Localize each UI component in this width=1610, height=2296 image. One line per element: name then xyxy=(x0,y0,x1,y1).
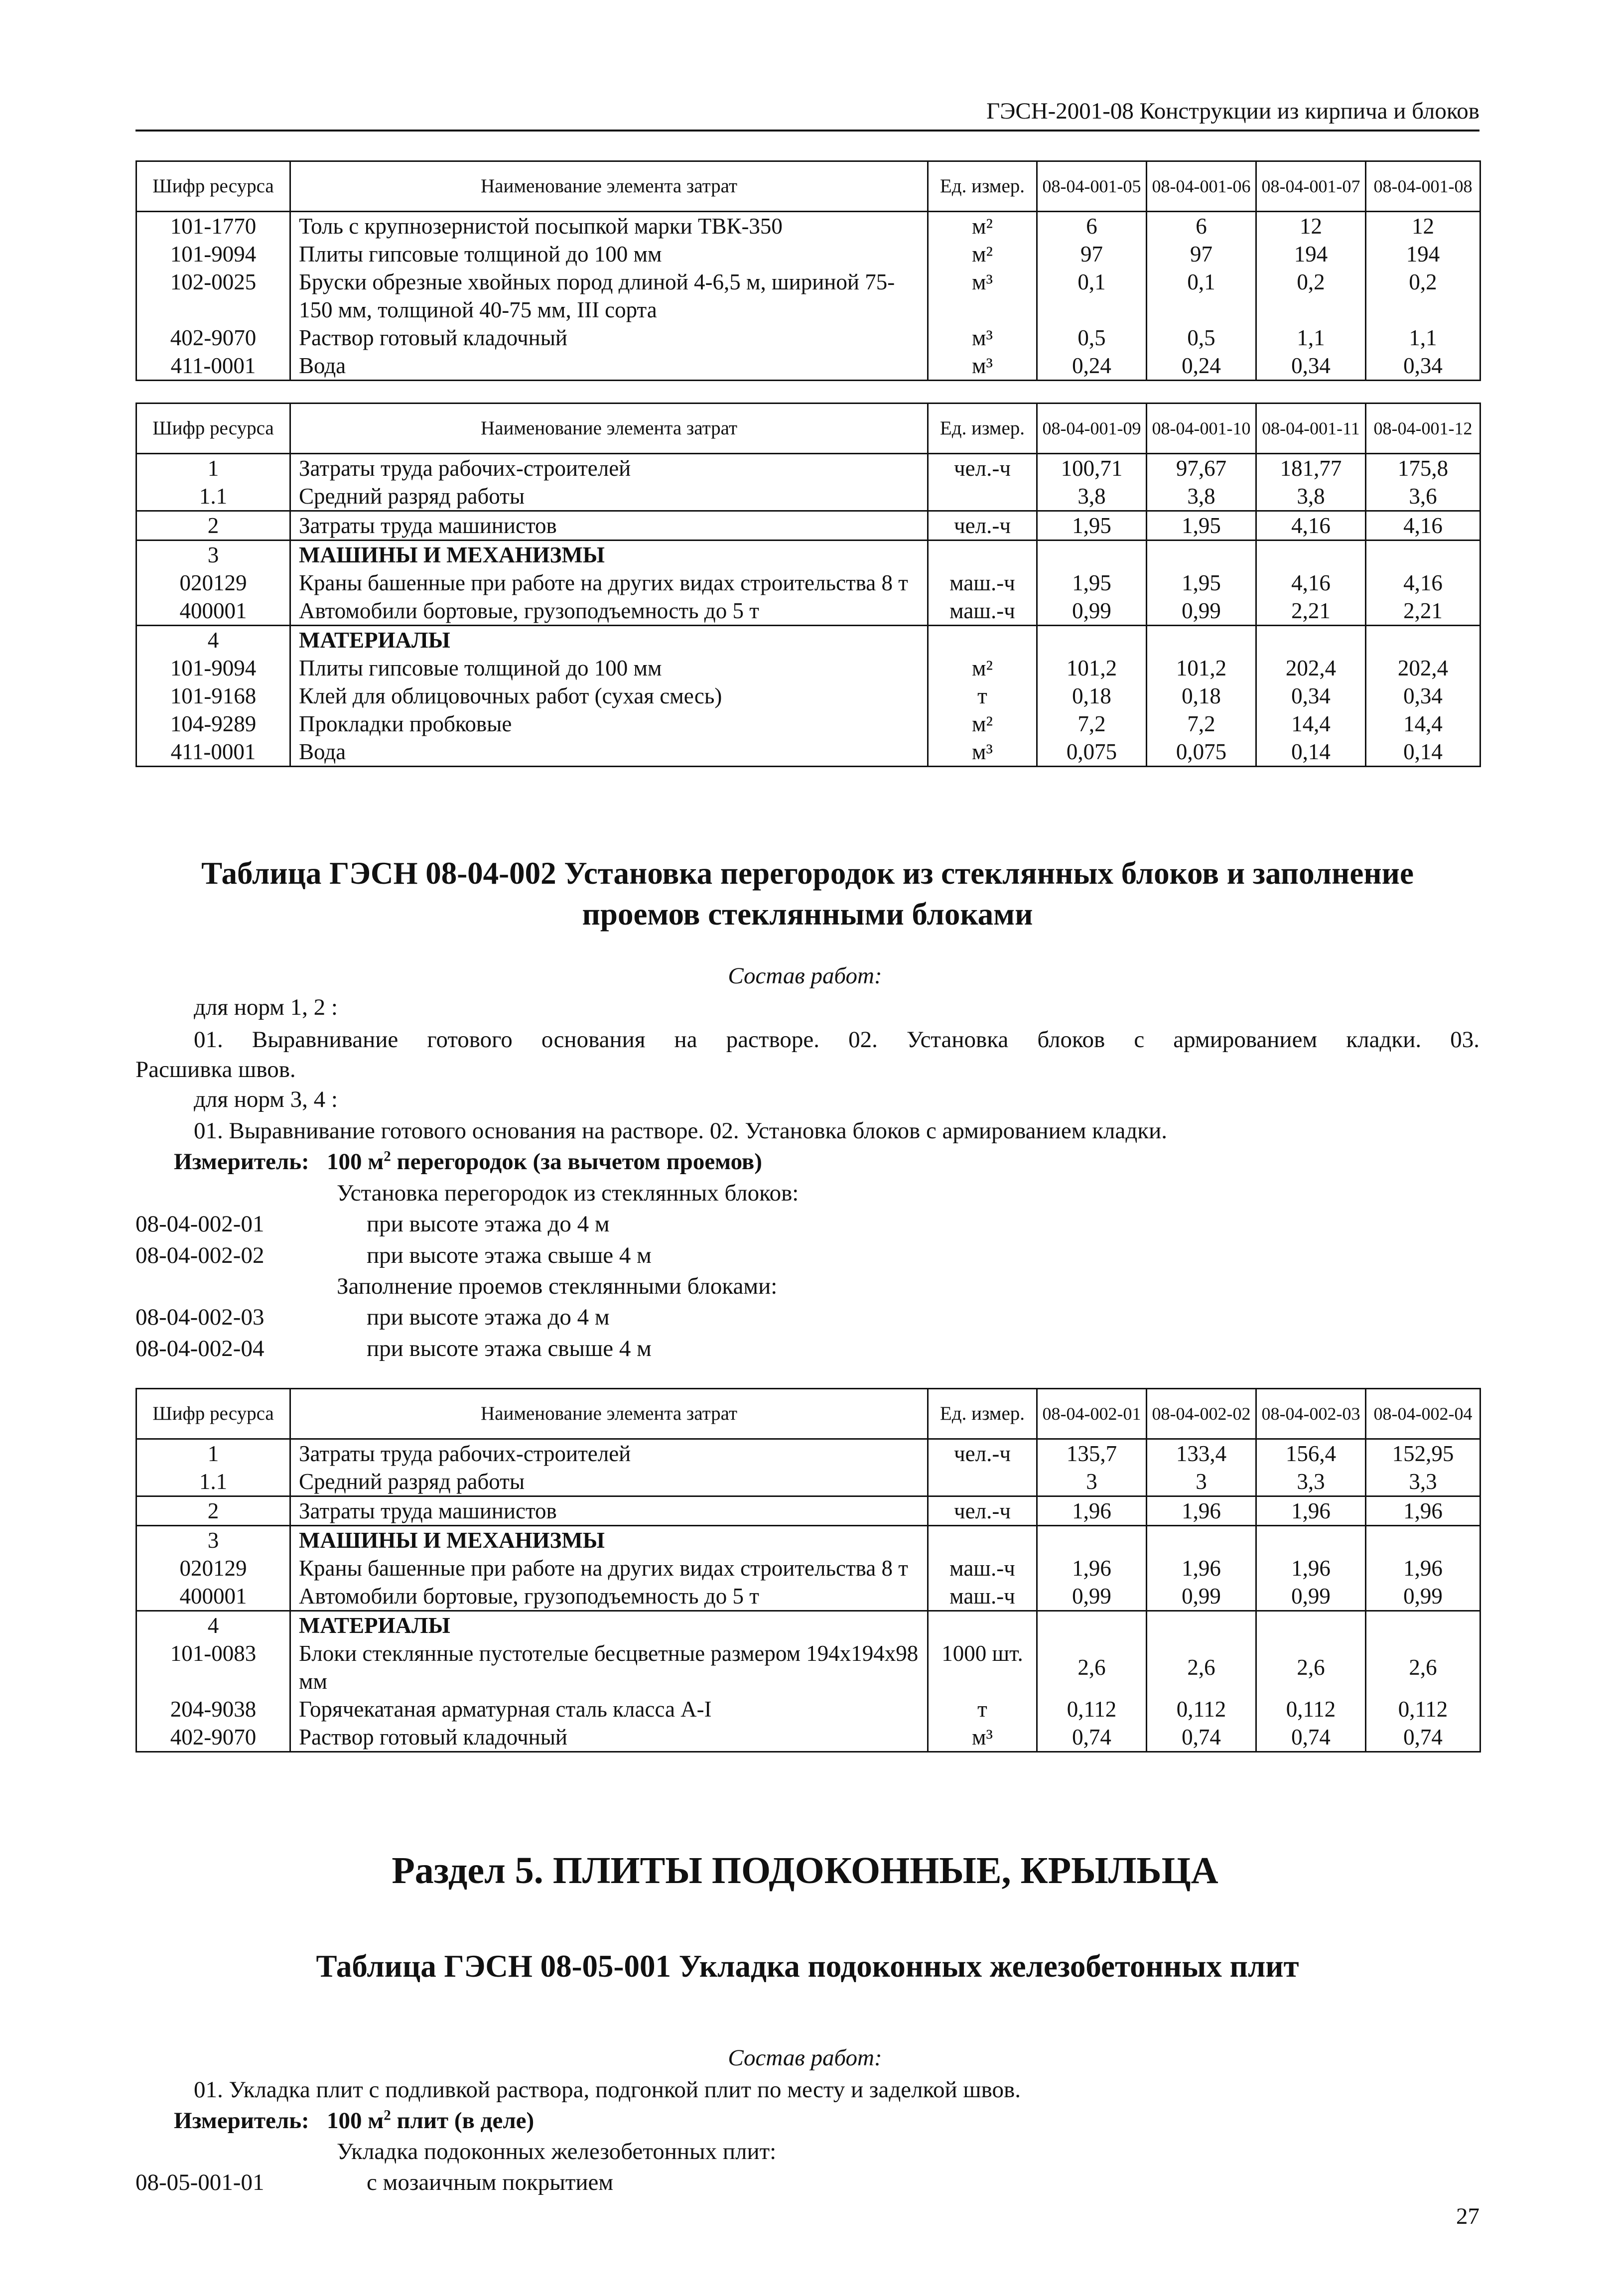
cell-value: 0,99 xyxy=(1366,1582,1480,1611)
cell-value: 0,24 xyxy=(1147,352,1256,381)
cell-code: 400001 xyxy=(136,1582,290,1611)
cell-value: 0,74 xyxy=(1037,1723,1147,1752)
cell-code: 102-0025 xyxy=(136,268,290,324)
cell-value: 3,8 xyxy=(1256,482,1366,511)
norm-code: 08-04-002-02 xyxy=(135,1242,265,1268)
cell-value: 0,112 xyxy=(1037,1695,1147,1723)
table-row xyxy=(136,1554,1480,1582)
measure-value: 100 $м^2$ перегородок (за вычетом проемов) xyxy=(326,1148,762,1175)
norm-code: 08-05-001-01 xyxy=(135,2169,265,2195)
cell-value: 1,96 xyxy=(1256,1496,1366,1526)
cell-unit: чел.-ч xyxy=(928,454,1037,483)
cell-value xyxy=(1256,1526,1366,1555)
cell-code: 402-9070 xyxy=(136,1723,290,1752)
norm-text: при высоте этажа свыше 4 м xyxy=(367,1336,652,1361)
cell-unit: маш.-ч xyxy=(928,1582,1037,1611)
header-norm: 08-04-001-09 xyxy=(1037,404,1147,454)
cell-value: 2,6 xyxy=(1256,1639,1366,1695)
header-norm: 08-04-001-10 xyxy=(1147,404,1256,454)
cell-value: 175,8 xyxy=(1366,454,1480,483)
works-text: Расшивка швов. xyxy=(135,1057,296,1082)
cell-unit xyxy=(928,540,1037,569)
table-row xyxy=(136,1468,1480,1496)
cell-name: Горячекатаная арматурная сталь класса А-I xyxy=(290,1695,928,1723)
cell-value: 3 xyxy=(1147,1468,1256,1496)
cell-value: 1,96 xyxy=(1366,1554,1480,1582)
cell-unit: маш.-ч xyxy=(928,597,1037,626)
cell-value: 0,1 xyxy=(1037,268,1147,324)
work-composition-label: Состав работ: xyxy=(728,963,882,989)
cell-name: Раствор готовый кладочный xyxy=(290,324,928,352)
cell-value: 1,96 xyxy=(1366,1496,1480,1526)
table-row xyxy=(136,1526,1480,1555)
cell-value xyxy=(1147,626,1256,655)
cell-value: 4,16 xyxy=(1366,511,1480,540)
cell-value: 202,4 xyxy=(1366,654,1480,682)
cell-value: 0,24 xyxy=(1037,352,1147,381)
cell-value: 6 xyxy=(1037,212,1147,241)
table-row xyxy=(136,1723,1480,1752)
header-unit: Ед. измер. xyxy=(928,161,1037,212)
cell-value: 7,2 xyxy=(1147,710,1256,738)
cell-name: МАШИНЫ И МЕХАНИЗМЫ xyxy=(290,540,928,569)
cell-code: 020129 xyxy=(136,1554,290,1582)
cell-value: 2,6 xyxy=(1147,1639,1256,1695)
cell-unit: т xyxy=(928,682,1037,710)
cell-value xyxy=(1037,626,1147,655)
cell-value xyxy=(1147,1526,1256,1555)
cell-value: 3 xyxy=(1037,1468,1147,1496)
cell-name: Средний разряд работы xyxy=(290,1468,928,1496)
header-norm: 08-04-001-12 xyxy=(1366,404,1480,454)
cell-value xyxy=(1147,540,1256,569)
table-row xyxy=(136,511,1480,540)
cell-code: 101-1770 xyxy=(136,212,290,241)
norm-text: при высоте этажа свыше 4 м xyxy=(367,1242,652,1268)
cell-value xyxy=(1037,540,1147,569)
cell-unit: м³ xyxy=(928,268,1037,324)
cell-name: Блоки стеклянные пустотелые бесцветные размером 194x194x98 мм xyxy=(290,1639,928,1695)
cell-code: 101-9168 xyxy=(136,682,290,710)
cell-value: 135,7 xyxy=(1037,1439,1147,1468)
cell-name: Толь с крупнозернистой посыпкой марки ТВК-350 xyxy=(290,212,928,241)
cell-value: 1,1 xyxy=(1256,324,1366,352)
resource-table-08-04-001-05-08 xyxy=(135,160,1481,381)
cell-unit: м³ xyxy=(928,1723,1037,1752)
table-row xyxy=(136,682,1480,710)
works-text: 01. Укладка плит с подливкой раствора, подгонкой плит по месту и заделкой швов. xyxy=(194,2077,1021,2103)
norms-label: для норм 1, 2 : xyxy=(194,994,338,1020)
header-norm: 08-04-002-02 xyxy=(1147,1389,1256,1439)
table-title-08-04-002 xyxy=(135,853,1479,935)
table-title-08-05-001: Таблица ГЭСН 08-05-001 Укладка подоконных железобетонных плит xyxy=(316,1949,1299,1984)
cell-value: 3,3 xyxy=(1256,1468,1366,1496)
cell-value: 3,6 xyxy=(1366,482,1480,511)
cell-value xyxy=(1366,540,1480,569)
cell-value: 1,96 xyxy=(1147,1496,1256,1526)
cell-value: 2,21 xyxy=(1366,597,1480,626)
cell-code: 1 xyxy=(136,454,290,483)
table-row xyxy=(136,626,1480,655)
cell-name: Плиты гипсовые толщиной до 100 мм xyxy=(290,654,928,682)
table-row xyxy=(136,1582,1480,1611)
cell-name: Автомобили бортовые, грузоподъемность до 5 т xyxy=(290,1582,928,1611)
norm-group-label: Установка перегородок из стеклянных блоков: xyxy=(337,1180,799,1206)
cell-code: 1.1 xyxy=(136,482,290,511)
cell-unit xyxy=(928,1526,1037,1555)
cell-value xyxy=(1037,1526,1147,1555)
cell-name: Затраты труда машинистов xyxy=(290,1496,928,1526)
cell-value: 1,95 xyxy=(1147,569,1256,597)
cell-unit: маш.-ч xyxy=(928,569,1037,597)
cell-value: 0,99 xyxy=(1147,1582,1256,1611)
header-norm: 08-04-001-07 xyxy=(1256,161,1366,212)
cell-value: 2,21 xyxy=(1256,597,1366,626)
cell-value: 101,2 xyxy=(1037,654,1147,682)
cell-unit: 1000 шт. xyxy=(928,1639,1037,1695)
norms-label: для норм 3, 4 : xyxy=(194,1086,338,1112)
cell-code: 204-9038 xyxy=(136,1695,290,1723)
cell-value xyxy=(1037,1611,1147,1640)
norm-code: 08-04-002-03 xyxy=(135,1304,265,1330)
header-unit: Ед. измер. xyxy=(928,1389,1037,1439)
cell-unit: м² xyxy=(928,710,1037,738)
cell-value xyxy=(1147,1611,1256,1640)
cell-code: 020129 xyxy=(136,569,290,597)
table-row xyxy=(136,710,1480,738)
cell-value: 0,34 xyxy=(1256,352,1366,381)
table-row xyxy=(136,1695,1480,1723)
cell-name: МАШИНЫ И МЕХАНИЗМЫ xyxy=(290,1526,928,1555)
norm-group-label: Укладка подоконных железобетонных плит: xyxy=(337,2139,777,2164)
cell-value: 0,075 xyxy=(1037,738,1147,767)
norm-text: с мозаичным покрытием xyxy=(367,2169,614,2195)
cell-value xyxy=(1256,1611,1366,1640)
running-header: ГЭСН-2001-08 Конструкции из кирпича и блоков xyxy=(986,98,1479,124)
works-text: 01. Выравнивание готового основания на растворе. 02. Установка блоков с армированием кладки. 03. xyxy=(194,1027,1479,1053)
header-code: Шифр ресурса xyxy=(136,161,290,212)
cell-value: 0,1 xyxy=(1147,268,1256,324)
cell-name: Бруски обрезные хвойных пород длиной 4-6,5 м, шириной 75-150 мм, толщиной 40-75 мм, III сорта xyxy=(290,268,928,324)
norm-text: при высоте этажа до 4 м xyxy=(367,1211,610,1237)
cell-value: 97,67 xyxy=(1147,454,1256,483)
cell-value: 0,075 xyxy=(1147,738,1256,767)
cell-unit: т xyxy=(928,1695,1037,1723)
cell-name: Затраты труда машинистов xyxy=(290,511,928,540)
header-norm: 08-04-002-03 xyxy=(1256,1389,1366,1439)
cell-value: 1,96 xyxy=(1256,1554,1366,1582)
cell-value: 4,16 xyxy=(1256,511,1366,540)
norm-text: при высоте этажа до 4 м xyxy=(367,1304,610,1330)
cell-value xyxy=(1366,1526,1480,1555)
cell-value: 101,2 xyxy=(1147,654,1256,682)
page-number: 27 xyxy=(1456,2203,1479,2229)
cell-value: 181,77 xyxy=(1256,454,1366,483)
cell-value xyxy=(1366,1611,1480,1640)
cell-value: 12 xyxy=(1256,212,1366,241)
cell-unit: м³ xyxy=(928,324,1037,352)
cell-name: Затраты труда рабочих-строителей xyxy=(290,1439,928,1468)
cell-code: 1 xyxy=(136,1439,290,1468)
cell-code: 1.1 xyxy=(136,1468,290,1496)
cell-code: 3 xyxy=(136,1526,290,1555)
cell-unit: м³ xyxy=(928,352,1037,381)
cell-unit: м² xyxy=(928,240,1037,268)
cell-value: 0,99 xyxy=(1037,1582,1147,1611)
header-norm: 08-04-001-05 xyxy=(1037,161,1147,212)
cell-value xyxy=(1256,540,1366,569)
cell-name: Средний разряд работы xyxy=(290,482,928,511)
cell-value: 6 xyxy=(1147,212,1256,241)
cell-unit xyxy=(928,1611,1037,1640)
header-name: Наименование элемента затрат xyxy=(290,404,928,454)
cell-value: 0,74 xyxy=(1256,1723,1366,1752)
cell-unit: чел.-ч xyxy=(928,1496,1037,1526)
cell-value: 0,112 xyxy=(1366,1695,1480,1723)
header-norm: 08-04-002-04 xyxy=(1366,1389,1480,1439)
cell-value: 1,96 xyxy=(1037,1496,1147,1526)
cell-value: 194 xyxy=(1256,240,1366,268)
table-row xyxy=(136,738,1480,767)
cell-value: 0,2 xyxy=(1256,268,1366,324)
table-row xyxy=(136,1639,1480,1695)
work-composition-label: Состав работ: xyxy=(728,2045,882,2071)
cell-unit: чел.-ч xyxy=(928,1439,1037,1468)
cell-value xyxy=(1256,626,1366,655)
cell-value xyxy=(1366,626,1480,655)
cell-value: 100,71 xyxy=(1037,454,1147,483)
header-norm: 08-04-001-11 xyxy=(1256,404,1366,454)
title-line: Таблица ГЭСН 08-04-002 Установка перегородок из стеклянных блоков и заполнение xyxy=(201,856,1414,891)
cell-value: 0,99 xyxy=(1037,597,1147,626)
cell-code: 4 xyxy=(136,1611,290,1640)
cell-value: 0,34 xyxy=(1256,682,1366,710)
works-text: 01. Выравнивание готового основания на растворе. 02. Установка блоков с армированием кладки. xyxy=(194,1118,1167,1144)
cell-code: 402-9070 xyxy=(136,324,290,352)
cell-name: Затраты труда рабочих-строителей xyxy=(290,454,928,483)
cell-code: 4 xyxy=(136,626,290,655)
title-line: проемов стеклянными блоками xyxy=(582,897,1033,932)
table-row xyxy=(136,654,1480,682)
cell-code: 2 xyxy=(136,511,290,540)
cell-value: 0,14 xyxy=(1366,738,1480,767)
cell-unit: м³ xyxy=(928,738,1037,767)
cell-code: 400001 xyxy=(136,597,290,626)
cell-value: 0,18 xyxy=(1037,682,1147,710)
norm-code: 08-04-002-01 xyxy=(135,1211,265,1237)
cell-unit: маш.-ч xyxy=(928,1554,1037,1582)
cell-code: 101-9094 xyxy=(136,240,290,268)
norm-group-label: Заполнение проемов стеклянными блоками: xyxy=(337,1273,778,1299)
cell-value: 3,8 xyxy=(1037,482,1147,511)
cell-value: 14,4 xyxy=(1256,710,1366,738)
table-row xyxy=(136,540,1480,569)
cell-value: 0,34 xyxy=(1366,682,1480,710)
table-row xyxy=(136,240,1480,268)
cell-name: Автомобили бортовые, грузоподъемность до 5 т xyxy=(290,597,928,626)
cell-code: 411-0001 xyxy=(136,352,290,381)
measure-label: Измеритель: xyxy=(174,2108,309,2134)
table-row xyxy=(136,482,1480,511)
cell-value: 152,95 xyxy=(1366,1439,1480,1468)
table-row xyxy=(136,268,1480,324)
cell-value: 3,3 xyxy=(1366,1468,1480,1496)
cell-value: 4,16 xyxy=(1256,569,1366,597)
table-row xyxy=(136,1496,1480,1526)
cell-unit xyxy=(928,482,1037,511)
cell-value: 1,95 xyxy=(1037,511,1147,540)
measure-label: Измеритель: xyxy=(174,1149,309,1175)
cell-name: Вода xyxy=(290,738,928,767)
cell-value: 97 xyxy=(1037,240,1147,268)
cell-name: МАТЕРИАЛЫ xyxy=(290,626,928,655)
cell-value: 0,74 xyxy=(1366,1723,1480,1752)
cell-name: Раствор готовый кладочный xyxy=(290,1723,928,1752)
cell-code: 101-9094 xyxy=(136,654,290,682)
table-row xyxy=(136,597,1480,626)
header-code: Шифр ресурса xyxy=(136,404,290,454)
cell-value: 1,95 xyxy=(1037,569,1147,597)
table-row xyxy=(136,352,1480,381)
cell-value: 7,2 xyxy=(1037,710,1147,738)
cell-code: 411-0001 xyxy=(136,738,290,767)
table-row xyxy=(136,212,1480,241)
header-rule xyxy=(135,130,1479,132)
cell-unit xyxy=(928,1468,1037,1496)
cell-name: Краны башенные при работе на других видах строительства 8 т xyxy=(290,569,928,597)
cell-value: 0,14 xyxy=(1256,738,1366,767)
table-row xyxy=(136,569,1480,597)
section-5-title: Раздел 5. ПЛИТЫ ПОДОКОННЫЕ, КРЫЛЬЦА xyxy=(392,1850,1218,1891)
header-unit: Ед. измер. xyxy=(928,404,1037,454)
cell-value: 2,6 xyxy=(1366,1639,1480,1695)
header-name: Наименование элемента затрат xyxy=(290,1389,928,1439)
cell-unit: м² xyxy=(928,212,1037,241)
cell-name: Вода xyxy=(290,352,928,381)
table-row xyxy=(136,1439,1480,1468)
table-row xyxy=(136,1611,1480,1640)
cell-value: 0,18 xyxy=(1147,682,1256,710)
cell-unit: чел.-ч xyxy=(928,511,1037,540)
header-norm: 08-04-001-06 xyxy=(1147,161,1256,212)
table-row xyxy=(136,454,1480,483)
cell-value: 0,5 xyxy=(1037,324,1147,352)
cell-value: 14,4 xyxy=(1366,710,1480,738)
cell-value: 1,96 xyxy=(1147,1554,1256,1582)
measure-line xyxy=(174,2107,534,2134)
cell-value: 0,112 xyxy=(1256,1695,1366,1723)
header-name: Наименование элемента затрат xyxy=(290,161,928,212)
header-code: Шифр ресурса xyxy=(136,1389,290,1439)
norm-code: 08-04-002-04 xyxy=(135,1336,265,1361)
cell-value: 0,74 xyxy=(1147,1723,1256,1752)
resource-table-08-04-002 xyxy=(135,1388,1481,1753)
cell-name: Краны башенные при работе на других видах строительства 8 т xyxy=(290,1554,928,1582)
cell-value: 1,95 xyxy=(1147,511,1256,540)
cell-value: 156,4 xyxy=(1256,1439,1366,1468)
cell-value: 202,4 xyxy=(1256,654,1366,682)
cell-value: 0,2 xyxy=(1366,268,1480,324)
cell-value: 0,99 xyxy=(1256,1582,1366,1611)
cell-name: Прокладки пробковые xyxy=(290,710,928,738)
resource-table-08-04-001-09-12 xyxy=(135,403,1481,767)
cell-code: 2 xyxy=(136,1496,290,1526)
cell-value: 0,99 xyxy=(1147,597,1256,626)
cell-code: 3 xyxy=(136,540,290,569)
cell-value: 2,6 xyxy=(1037,1639,1147,1695)
header-norm: 08-04-001-08 xyxy=(1366,161,1480,212)
header-norm: 08-04-002-01 xyxy=(1037,1389,1147,1439)
cell-name: Клей для облицовочных работ (сухая смесь) xyxy=(290,682,928,710)
cell-value: 194 xyxy=(1366,240,1480,268)
cell-value: 1,1 xyxy=(1366,324,1480,352)
cell-name: Плиты гипсовые толщиной до 100 мм xyxy=(290,240,928,268)
cell-code: 101-0083 xyxy=(136,1639,290,1695)
measure-line xyxy=(174,1148,762,1175)
measure-value: 100 $м^2$ плит (в деле) xyxy=(326,2107,535,2134)
cell-value: 1,96 xyxy=(1037,1554,1147,1582)
cell-value: 0,112 xyxy=(1147,1695,1256,1723)
cell-value: 4,16 xyxy=(1366,569,1480,597)
cell-value: 12 xyxy=(1366,212,1480,241)
cell-value: 133,4 xyxy=(1147,1439,1256,1468)
cell-unit: м² xyxy=(928,654,1037,682)
cell-value: 0,5 xyxy=(1147,324,1256,352)
cell-value: 97 xyxy=(1147,240,1256,268)
cell-value: 3,8 xyxy=(1147,482,1256,511)
cell-unit xyxy=(928,626,1037,655)
table-row xyxy=(136,324,1480,352)
cell-value: 0,34 xyxy=(1366,352,1480,381)
cell-code: 104-9289 xyxy=(136,710,290,738)
cell-name: МАТЕРИАЛЫ xyxy=(290,1611,928,1640)
